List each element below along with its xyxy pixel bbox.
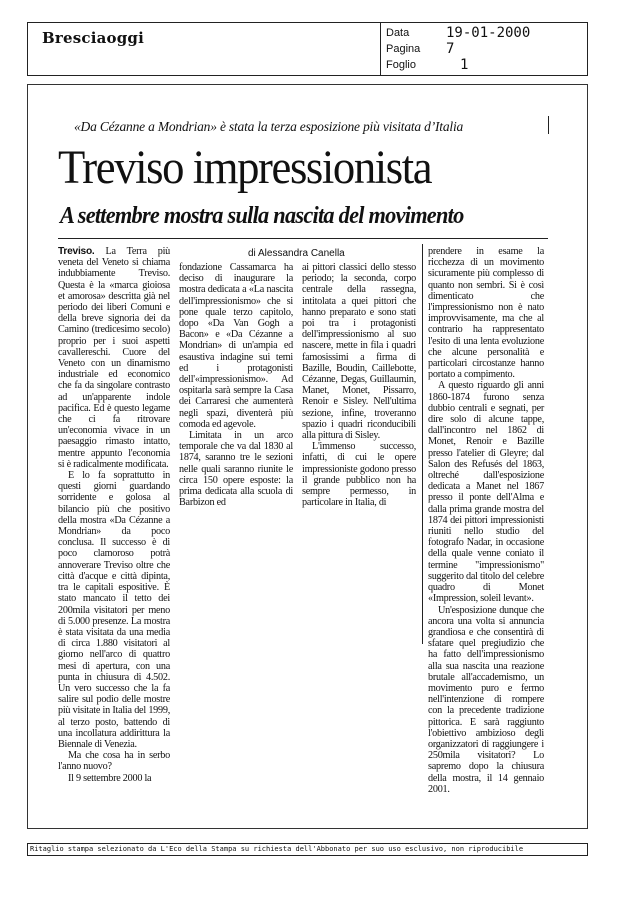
paragraph: ai pittori classici dello stesso periodo; la seconda, corpo centrale della rassegna, intitolata a quei pittori che hanno preparato e sono stati poi tra i protagonisti dell'impressionismo al suo nascere, mette in fila i quadri famosissimi a firma di Bazille, Boudin, Caillebotte, Cézanne, Degas, Guillaumin, Manet, Monet, Pissarro, Renoir e Sisley. Nell'ultima sezione, infine, troveranno spazio i quadri riconducibili alla pittura di Sisley. (302, 262, 416, 442)
article-column-1 (58, 246, 170, 784)
paragraph: Il 9 settembre 2000 la (68, 772, 152, 784)
page-label: Pagina (386, 43, 421, 55)
paragraph: A questo riguardo gli anni 1860-1874 furono senza dubbio centrali e segnati, per dire solo di alcune tappe, dall'incontro nel 1862 di Monet, Renoir e Bazille presso l'atelier di Gleyre; dal Salon des Refusés del 1863, oltreché dall'esposizione dedicata a Manet nel 1867 presso il ponte dell'Alma e dalla prima grande mostra del 1874 dei pittori impressionisti riuniti nello studio del fotografo Nadar, in occasione della quale venne coniato il termine "impressionismo" suggerito dal titolo del celebre quadro di Monet «Impression, soleil levant». (428, 380, 544, 605)
article-column-3 (302, 262, 416, 508)
article-column-4 (428, 246, 544, 795)
sheet-value: 1 (460, 57, 469, 73)
paragraph: fondazione Cassamarca ha deciso di inaugurare la mostra dedicata a «La nascita dell'impressionismo» che si pone quale terzo capitolo, dopo «Da Van Gogh a Bacon» e «Da Cézanne a Mondrian» di un'ampia ed esaustiva indagine sui temi ed i protagonisti dell'«impressionismo». Ad ospitarla sarà sempre la Casa dei Carraresi che aumenterà negli spazi, diventerà più comoda ed agevole. (179, 262, 293, 430)
date-value: 19-01-2000 (446, 25, 531, 41)
paragraph: Un'esposizione dunque che ancora una volta si annuncia grandiosa e che consentirà di sfatare quel pregiudizio che ha fatto dell'impressionismo alla sua nascita una reazione brutale all'accademismo, un movimento puro e fermo nell'intenzione di rompere con la precedente tradizione pittorica. E sarà raggiunto l'obiettivo ambizioso degli organizzatori di raggiungere i 250mila visitatori? Lo sapremo dopo la chiusura della mostra, il 14 gennaio 2001. (428, 604, 544, 795)
date-label: Data (386, 27, 410, 39)
article-kicker: «Da Cézanne a Mondrian» è stata la terza esposizione più visitata d’Italia (74, 119, 464, 134)
paragraph: Limitata in un arco temporale che va dal 1830 al 1874, saranno tre le sezioni nelle quali saranno riunite le circa 150 opere esposte: la prima dedicata alla scuola di Barbizon ed (179, 430, 293, 509)
column-rule (422, 244, 423, 644)
dateline: Treviso. (58, 246, 95, 257)
headline-rule (58, 238, 548, 239)
page-value: 7 (446, 41, 455, 57)
paragraph: E lo fa soprattutto in questi giorni guardando sorridente e golosa al bilancio più che positivo della mostra «Da Cézanne a Mondrian» da poco conclusa. Il successo è di poco clamoroso potrà annoverare Treviso oltre che città d'acque e città dipinta, tra le capitali espositive. È stato mancato il tetto dei 200mila visitatori per meno di 5.000 presenze. La mostra è stata visitata da una media di circa 1.880 visitatori al giorno nell'arco di quattro mesi di apertura, con una punta in chiusura di 4.502. Un vero successo che la fa salire sul podio delle mostre più visitate in Italia del 1999, al terzo posto, battendo di una incollatura addirittura la Biennale di Venezia. (58, 470, 170, 750)
header-divider (380, 23, 381, 75)
paragraph: L'immenso successo, infatti, di cui le opere impressioniste godono presso il grande pubblico non ha sempre permesso, in particolare in Italia, di (302, 441, 416, 509)
article-subtitle: A settembre mostra sulla nascita del movimento (60, 203, 464, 229)
kicker-rule (548, 116, 549, 134)
paragraph: Ma che cosa ha in serbo l'anno nuovo? (58, 750, 170, 773)
clipping-footer: Ritaglio stampa selezionato da L'Eco della Stampa su richiesta dell'Abbonato per suo uso esclusivo, non riproducibile (27, 843, 588, 856)
paragraph: Treviso. La Terra più veneta del Veneto si chiama indubbiamente Treviso. Questa è la «marca gioiosa et amorosa» descritta già nel periodo dei liberi Comuni e della breve signoria dei da Camino (tredicesimo secolo) proprio per i suoi aspetti cavallereschi. Cuore del Veneto con un dinamismo industriale ed economico che fa da singolare contrasto ad un'apparente indole pacifica. Ed è questo legame che ci fa ritrovare un'economia vivace in un paesaggio rimasto intatto, mentre appunto l'economia si è radicalmente modificata. (58, 246, 171, 470)
paragraph: prendere in esame la ricchezza di un movimento sicuramente più complesso di quanto non sembri. Si è così dimenticato che l'impressionismo non è nato improvvisamente, ma che al contrario ha rappresentato l'esito di una lenta evoluzione che alcune personalità e particolari circostanze hanno portato a compimento. (428, 246, 544, 381)
byline: di Alessandra Canella (248, 248, 345, 259)
publication-name: Bresciaoggi (42, 29, 144, 47)
clipping-header (27, 22, 588, 76)
sheet-label: Foglio (386, 59, 416, 71)
article-column-2 (179, 262, 293, 508)
article-title: Treviso impressionista (58, 141, 432, 194)
